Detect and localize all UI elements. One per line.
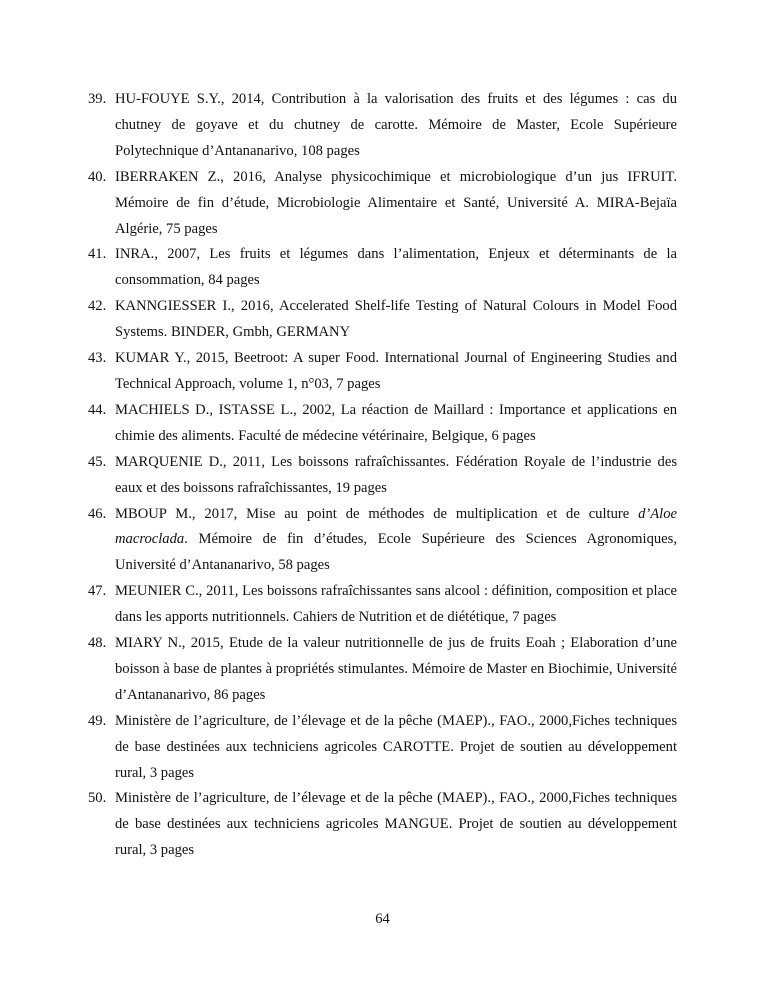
reference-text: MEUNIER C., 2011, Les boissons rafraîchissantes sans alcool : définition, composition et place dans les apports nutritionnels. Cahiers de Nutrition et de diététique, 7 pages bbox=[115, 583, 677, 626]
reference-text: INRA., 2007, Les fruits et légumes dans l’alimentation, Enjeux et déterminants de la consommation, 84 pages bbox=[115, 246, 677, 289]
reference-number: 47. bbox=[88, 583, 107, 600]
reference-item-46 bbox=[88, 502, 677, 580]
reference-text: MARQUENIE D., 2011, Les boissons rafraîchissantes. Fédération Royale de l’industrie des eaux et des boissons rafraîchissantes, 19 pages bbox=[115, 453, 677, 496]
reference-text: MIARY N., 2015, Etude de la valeur nutritionnelle de jus de fruits Eoah ; Elaboration d’une boisson à base de plantes à propriétés stimulantes. Mémoire de Master en Biochimie, Université d’Antananarivo, 86 pages bbox=[115, 635, 677, 703]
reference-item-49 bbox=[88, 709, 677, 787]
reference-item-50 bbox=[88, 786, 677, 864]
reference-number: 49. bbox=[88, 712, 107, 729]
species-name-italic: d’Aloe macroclada bbox=[115, 505, 677, 548]
reference-item-44 bbox=[88, 398, 677, 450]
reference-list bbox=[88, 87, 677, 864]
reference-text-part: MBOUP M., 2017, Mise au point de méthodes de multiplication et de culture bbox=[115, 505, 639, 522]
reference-item-41 bbox=[88, 242, 677, 294]
reference-number: 48. bbox=[88, 635, 107, 652]
reference-number: 44. bbox=[88, 401, 107, 418]
reference-number: 40. bbox=[88, 168, 107, 185]
reference-text: IBERRAKEN Z., 2016, Analyse physicochimique et microbiologique d’un jus IFRUIT. Mémoire de fin d’étude, Microbiologie Alimentaire et Santé, Université A. MIRA-Bejaïa Algérie, 75 pages bbox=[115, 168, 677, 237]
reference-item-45 bbox=[88, 450, 677, 502]
reference-number: 39. bbox=[88, 91, 107, 107]
reference-item-43 bbox=[88, 346, 677, 398]
reference-number: 45. bbox=[88, 453, 107, 470]
reference-text: KUMAR Y., 2015, Beetroot: A super Food. International Journal of Engineering Studies and Technical Approach, volume 1, n°03, 7 pages bbox=[115, 350, 677, 392]
page-number: 64 bbox=[375, 911, 390, 927]
reference-number: 46. bbox=[88, 505, 107, 522]
reference-text bbox=[115, 502, 677, 580]
reference-item-40 bbox=[88, 165, 677, 243]
reference-text-part: . Mémoire de fin d’études, Ecole Supérieure des Sciences Agronomiques, Université d’Antananarivo, 58 pages bbox=[115, 531, 677, 574]
reference-text: Ministère de l’agriculture, de l’élevage et de la pêche (MAEP)., FAO., 2000,Fiches techniques de base destinées aux techniciens agricoles CAROTTE. Projet de soutien au développement rural, 3 pages bbox=[115, 712, 677, 781]
reference-item-47 bbox=[88, 579, 677, 631]
reference-number: 41. bbox=[88, 246, 107, 263]
reference-number: 42. bbox=[88, 298, 107, 315]
reference-item-39 bbox=[88, 87, 677, 165]
reference-text: KANNGIESSER I., 2016, Accelerated Shelf-life Testing of Natural Colours in Model Food Systems. BINDER, Gmbh, GERMANY bbox=[115, 298, 677, 341]
reference-text: Ministère de l’agriculture, de l’élevage et de la pêche (MAEP)., FAO., 2000,Fiches techniques de base destinées aux techniciens agricoles MANGUE. Projet de soutien au développement rural, 3 pages bbox=[115, 790, 677, 859]
reference-number: 43. bbox=[88, 350, 107, 367]
reference-text: MACHIELS D., ISTASSE L., 2002, La réaction de Maillard : Importance et applications en chimie des aliments. Faculté de médecine vétérinaire, Belgique, 6 pages bbox=[115, 401, 677, 444]
reference-item-42 bbox=[88, 294, 677, 346]
reference-item-48 bbox=[88, 631, 677, 709]
reference-number: 50. bbox=[88, 790, 107, 807]
reference-text: HU-FOUYE S.Y., 2014, Contribution à la valorisation des fruits et des légumes : cas du chutney de goyave et du chutney de carotte. Mémoire de Master, Ecole Supérieure Polytechnique d’Antananarivo, 108 pages bbox=[115, 91, 677, 159]
